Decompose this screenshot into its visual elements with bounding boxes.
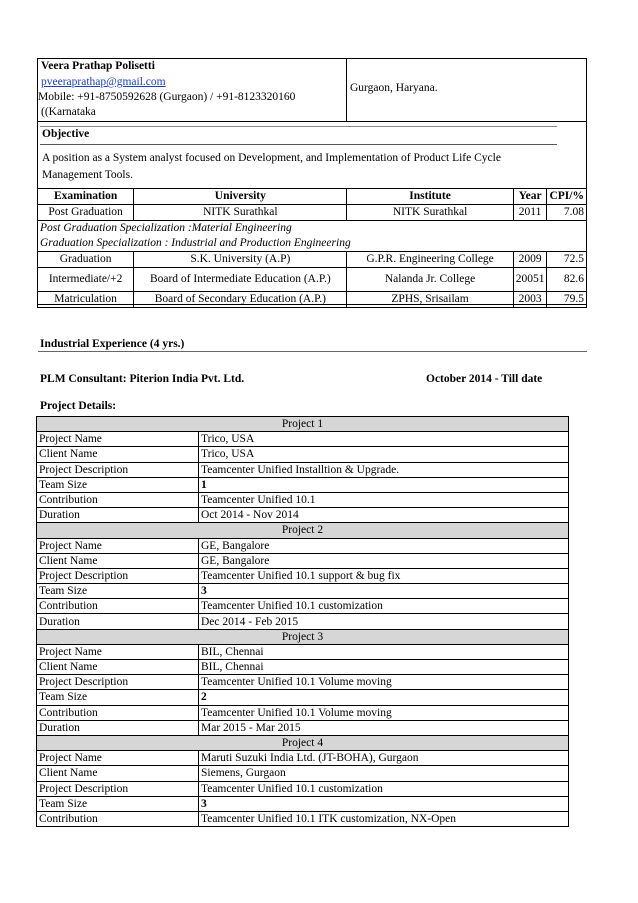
mobile-location-note: ((Karnataka [41,106,96,118]
score-cell: 7.08 [547,205,587,221]
field-value: 3 [199,584,569,599]
table-row [37,492,569,507]
field-value: Dec 2014 - Feb 2015 [199,614,569,629]
field-value: 3 [199,796,569,811]
table-row [37,781,569,796]
project-header-row [37,735,569,750]
field-value: GE, Bangalore [199,538,569,553]
objective-text: A position as a System analyst focused on Development, and Implementation of Product Life Cycle Management Tools. [42,152,501,181]
field-value: Teamcenter Unified 10.1 ITK customization, NX-Open [199,811,569,826]
objective-rule [40,144,557,145]
university-cell: Board of Intermediate Education (A.P.) [134,268,347,292]
objective-rule-top [40,126,557,127]
field-label: Team Size [37,584,199,599]
field-value: Teamcenter Unified Installtion & Upgrade. [199,462,569,477]
column-header: University [134,189,347,205]
institute-cell: G.P.R. Engineering College [347,252,513,268]
candidate-location: Gurgaon, Haryana. [350,82,438,94]
project-header-row [37,629,569,644]
exam-cell: Post Graduation [38,205,134,221]
year-cell: 2003 [513,292,547,308]
university-cell: NITK Surathkal [134,205,347,221]
table-row [37,705,569,720]
table-row [37,584,569,599]
exam-cell: Graduation [38,252,134,268]
field-label: Client Name [37,660,199,675]
project-title: Project 1 [37,417,569,432]
field-value: 1 [199,477,569,492]
field-label: Client Name [37,447,199,462]
field-label: Team Size [37,796,199,811]
table-row [37,660,569,675]
table-row [37,614,569,629]
field-value: Teamcenter Unified 10.1 customization [199,781,569,796]
year-cell: 2011 [513,205,547,221]
column-header: CPI/% [547,189,587,205]
year-cell: 2009 [513,252,547,268]
field-label: Project Description [37,675,199,690]
field-value: Trico, USA [199,432,569,447]
field-value: Oct 2014 - Nov 2014 [199,508,569,523]
table-row [37,477,569,492]
field-value: Maruti Suzuki India Ltd. (JT-BOHA), Gurgaon [199,751,569,766]
table-row [37,690,569,705]
field-value: BIL, Chennai [199,660,569,675]
project-header-row [37,523,569,538]
institute-cell: NITK Surathkal [347,205,513,221]
contact-divider-bottom [37,121,587,122]
table-row [37,720,569,735]
field-value: Siemens, Gurgaon [199,766,569,781]
experience-rule [38,351,587,352]
table-row [37,766,569,781]
pg-specialization: Post Graduation Specialization :Material Engineering [38,221,587,237]
specialization-row [38,221,587,237]
field-value: Teamcenter Unified 10.1 [199,492,569,507]
table-row [37,508,569,523]
university-cell: Board of Secondary Education (A.P.) [134,292,347,308]
table-row [37,568,569,583]
column-header: Examination [38,189,134,205]
table-row [37,675,569,690]
field-label: Duration [37,720,199,735]
table-row [37,447,569,462]
field-value: BIL, Chennai [199,644,569,659]
field-label: Duration [37,614,199,629]
education-row [38,268,587,292]
institute-cell: Nalanda Jr. College [347,268,513,292]
field-label: Project Description [37,568,199,583]
field-label: Contribution [37,705,199,720]
field-label: Project Name [37,432,199,447]
score-cell: 79.5 [547,292,587,308]
field-label: Project Description [37,462,199,477]
mobile-number: Mobile: +91-8750592628 (Gurgaon) / +91-8123320160 [38,91,296,103]
field-label: Contribution [37,492,199,507]
field-value: GE, Bangalore [199,553,569,568]
exam-cell: Matriculation [38,292,134,308]
table-row [37,553,569,568]
project-details-heading: Project Details: [40,400,117,412]
exam-cell: Intermediate/+2 [38,268,134,292]
field-value: Trico, USA [199,447,569,462]
company-title: PLM Consultant: Piterion India Pvt. Ltd. [40,373,245,385]
field-value: 2 [199,690,569,705]
field-label: Project Name [37,751,199,766]
score-cell: 72.5 [547,252,587,268]
education-header-row [38,189,587,205]
table-row [37,751,569,766]
year-cell: 20051 [513,268,547,292]
objective-heading: Objective [42,128,90,140]
field-label: Team Size [37,690,199,705]
field-value: Teamcenter Unified 10.1 Volume moving [199,705,569,720]
email-link[interactable]: pveeraprathap@gmail.com [41,76,166,88]
education-row [38,292,587,308]
ug-specialization: Graduation Specialization : Industrial and Production Engineering [38,236,587,252]
column-header: Institute [347,189,513,205]
project-title: Project 3 [37,629,569,644]
project-title: Project 2 [37,523,569,538]
field-label: Team Size [37,477,199,492]
table-row [37,644,569,659]
table-row [37,599,569,614]
field-value: Teamcenter Unified 10.1 customization [199,599,569,614]
table-row [37,432,569,447]
employment-dates: October 2014 - Till date [426,373,543,385]
projects-table [36,416,569,827]
education-row [38,252,587,268]
education-table [37,188,587,308]
score-cell: 82.6 [547,268,587,292]
university-cell: S.K. University (A.P) [134,252,347,268]
field-label: Project Name [37,538,199,553]
table-row [37,538,569,553]
field-label: Client Name [37,553,199,568]
column-header: Year [513,189,547,205]
table-row [37,811,569,826]
institute-cell: ZPHS, Srisailam [347,292,513,308]
field-value: Teamcenter Unified 10.1 Volume moving [199,675,569,690]
field-label: Contribution [37,811,199,826]
field-value: Teamcenter Unified 10.1 support & bug fix [199,568,569,583]
field-value: Mar 2015 - Mar 2015 [199,720,569,735]
field-label: Duration [37,508,199,523]
field-label: Client Name [37,766,199,781]
contact-divider [346,58,347,121]
field-label: Project Description [37,781,199,796]
table-row [37,796,569,811]
field-label: Contribution [37,599,199,614]
education-row [38,205,587,221]
specialization-row [38,236,587,252]
project-title: Project 4 [37,735,569,750]
table-row [37,462,569,477]
field-label: Project Name [37,644,199,659]
project-header-row [37,417,569,432]
experience-heading: Industrial Experience (4 yrs.) [40,338,185,350]
candidate-name: Veera Prathap Polisetti [41,60,155,72]
